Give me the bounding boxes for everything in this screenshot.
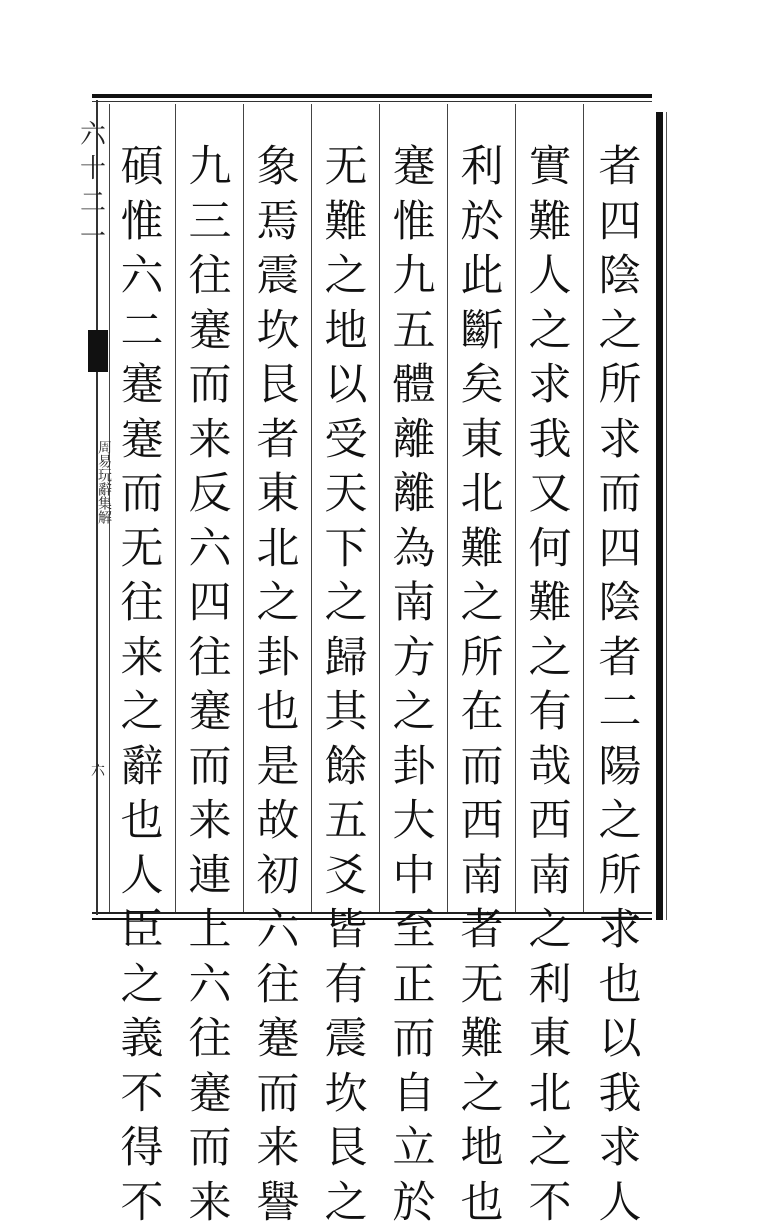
text-character: 六 — [248, 903, 308, 958]
text-character: 震 — [316, 1012, 376, 1067]
text-character: 之 — [316, 249, 376, 304]
text-character: 哉 — [520, 740, 580, 795]
text-character: 體 — [384, 358, 444, 413]
text-character: 之 — [112, 958, 172, 1013]
text-character: 陽 — [590, 740, 650, 795]
text-character: 六 — [180, 522, 240, 577]
text-character: 何 — [520, 522, 580, 577]
text-character: 義 — [112, 1012, 172, 1067]
text-character: 難 — [316, 195, 376, 250]
text-character: 難 — [520, 195, 580, 250]
text-character: 而 — [180, 1121, 240, 1176]
text-character: 在 — [452, 685, 512, 740]
text-character: 難 — [452, 522, 512, 577]
text-character: 離 — [384, 413, 444, 468]
text-character: 地 — [452, 1121, 512, 1176]
text-character: 北 — [248, 522, 308, 577]
text-character: 故 — [248, 794, 308, 849]
text-character: 艮 — [248, 358, 308, 413]
column-divider — [447, 104, 448, 912]
text-character: 方 — [384, 631, 444, 686]
top-frame-line — [92, 94, 652, 98]
text-character: 九 — [384, 249, 444, 304]
text-character: 以 — [590, 1012, 650, 1067]
text-character: 碩 — [112, 140, 172, 195]
text-character: 斷 — [452, 304, 512, 359]
text-character: 而 — [180, 358, 240, 413]
text-character: 立 — [384, 1121, 444, 1176]
column-divider — [175, 104, 176, 912]
text-character: 連 — [180, 849, 240, 904]
text-character: 矣 — [452, 358, 512, 413]
text-character: 而 — [590, 467, 650, 522]
text-character: 其 — [316, 685, 376, 740]
text-character: 也 — [112, 794, 172, 849]
text-character: 是 — [248, 740, 308, 795]
text-character: 自 — [384, 1067, 444, 1122]
text-character: 卦 — [384, 740, 444, 795]
text-character: 者 — [248, 413, 308, 468]
text-character: 為 — [384, 522, 444, 577]
text-character: 難 — [452, 1012, 512, 1067]
text-character: 上 — [180, 903, 240, 958]
text-character: 六 — [112, 249, 172, 304]
text-character: 西 — [452, 794, 512, 849]
text-character: 人 — [520, 249, 580, 304]
text-character: 北 — [520, 1067, 580, 1122]
text-character: 我 — [590, 1067, 650, 1122]
text-character: 而 — [384, 1012, 444, 1067]
text-character: 以 — [316, 358, 376, 413]
column-divider — [243, 104, 244, 912]
text-character: 之 — [590, 794, 650, 849]
text-character: 不 — [520, 1176, 580, 1230]
text-character: 受 — [316, 413, 376, 468]
text-character: 利 — [520, 958, 580, 1013]
text-character: 五 — [316, 794, 376, 849]
text-character: 三 — [180, 195, 240, 250]
text-character: 又 — [520, 467, 580, 522]
text-character: 歸 — [316, 631, 376, 686]
text-character: 六 — [180, 958, 240, 1013]
spine-marks: 六 十 二 一 — [78, 118, 108, 254]
text-character: 来 — [180, 413, 240, 468]
text-character: 来 — [180, 794, 240, 849]
text-character: 蹇 — [112, 413, 172, 468]
text-character: 蹇 — [180, 1067, 240, 1122]
text-character: 人 — [112, 849, 172, 904]
text-character: 正 — [384, 958, 444, 1013]
text-character: 辭 — [112, 740, 172, 795]
text-character: 所 — [590, 358, 650, 413]
text-character: 之 — [520, 631, 580, 686]
text-character: 也 — [248, 685, 308, 740]
text-character: 北 — [452, 467, 512, 522]
text-column-6 — [248, 140, 308, 1230]
text-character: 餘 — [316, 740, 376, 795]
column-divider — [379, 104, 380, 912]
text-character: 蹇 — [180, 304, 240, 359]
text-character: 求 — [590, 903, 650, 958]
text-character: 南 — [384, 576, 444, 631]
text-character: 天 — [316, 467, 376, 522]
right-border-bar — [656, 112, 663, 920]
text-character: 也 — [452, 1176, 512, 1230]
top-frame-thin-line — [92, 101, 652, 102]
text-column-7 — [180, 140, 240, 1230]
text-character: 焉 — [248, 195, 308, 250]
text-character: 也 — [590, 958, 650, 1013]
text-character: 坎 — [316, 1067, 376, 1122]
text-column-5 — [316, 140, 376, 1230]
text-character: 之 — [316, 1176, 376, 1230]
text-character: 震 — [248, 249, 308, 304]
text-character: 譽 — [248, 1176, 308, 1230]
text-character: 陰 — [590, 249, 650, 304]
text-character: 往 — [180, 1012, 240, 1067]
text-character: 之 — [384, 685, 444, 740]
text-character: 東 — [248, 467, 308, 522]
text-character: 无 — [316, 140, 376, 195]
text-character: 蹇 — [384, 140, 444, 195]
text-character: 惟 — [384, 195, 444, 250]
text-character: 此 — [452, 249, 512, 304]
text-character: 之 — [248, 576, 308, 631]
text-character: 往 — [180, 631, 240, 686]
text-character: 象 — [248, 140, 308, 195]
text-character: 之 — [520, 304, 580, 359]
text-character: 實 — [520, 140, 580, 195]
text-character: 而 — [112, 467, 172, 522]
text-character: 大 — [384, 794, 444, 849]
text-character: 来 — [248, 1121, 308, 1176]
text-character: 卦 — [248, 631, 308, 686]
text-character: 地 — [316, 304, 376, 359]
text-character: 不 — [112, 1176, 172, 1230]
right-border-thin — [666, 112, 667, 920]
text-character: 二 — [112, 304, 172, 359]
spine-black-block — [88, 330, 108, 372]
text-character: 所 — [452, 631, 512, 686]
text-character: 陰 — [590, 576, 650, 631]
text-column-8 — [112, 140, 172, 1230]
text-character: 艮 — [316, 1121, 376, 1176]
text-character: 有 — [520, 685, 580, 740]
column-divider — [515, 104, 516, 912]
text-character: 而 — [180, 740, 240, 795]
text-character: 皆 — [316, 903, 376, 958]
text-character: 者 — [452, 903, 512, 958]
column-divider — [583, 104, 584, 912]
text-character: 之 — [520, 903, 580, 958]
text-character: 難 — [520, 576, 580, 631]
text-character: 来 — [180, 1176, 240, 1230]
text-character: 而 — [452, 740, 512, 795]
text-character: 初 — [248, 849, 308, 904]
text-character: 蹇 — [112, 358, 172, 413]
text-character: 四 — [590, 522, 650, 577]
text-character: 四 — [590, 195, 650, 250]
text-character: 利 — [452, 140, 512, 195]
text-character: 惟 — [112, 195, 172, 250]
text-character: 求 — [520, 358, 580, 413]
text-column-1 — [590, 140, 650, 1230]
text-character: 之 — [316, 576, 376, 631]
text-character: 之 — [520, 1121, 580, 1176]
text-character: 至 — [384, 903, 444, 958]
text-character: 所 — [590, 849, 650, 904]
text-character: 坎 — [248, 304, 308, 359]
text-character: 五 — [384, 304, 444, 359]
text-column-2 — [520, 140, 580, 1230]
text-character: 於 — [452, 195, 512, 250]
text-character: 求 — [590, 413, 650, 468]
text-character: 者 — [590, 140, 650, 195]
text-character: 得 — [112, 1121, 172, 1176]
text-character: 蹇 — [248, 1012, 308, 1067]
column-divider — [311, 104, 312, 912]
text-character: 離 — [384, 467, 444, 522]
text-character: 東 — [452, 413, 512, 468]
text-character: 西 — [520, 794, 580, 849]
text-character: 之 — [590, 304, 650, 359]
text-column-4 — [384, 140, 444, 1230]
text-character: 南 — [520, 849, 580, 904]
text-character: 於 — [384, 1176, 444, 1230]
text-character: 之 — [112, 685, 172, 740]
text-character: 者 — [590, 631, 650, 686]
text-column-3 — [452, 140, 512, 1230]
text-character: 无 — [112, 522, 172, 577]
text-character: 有 — [316, 958, 376, 1013]
text-character: 下 — [316, 522, 376, 577]
text-character: 求 — [590, 1121, 650, 1176]
text-character: 之 — [452, 576, 512, 631]
spine-book-title: 周易玩辭集解 — [82, 440, 112, 524]
text-character: 臣 — [112, 903, 172, 958]
text-character: 中 — [384, 849, 444, 904]
spine-page-number: 六 — [86, 760, 110, 780]
text-character: 二 — [590, 685, 650, 740]
text-character: 爻 — [316, 849, 376, 904]
text-character: 南 — [452, 849, 512, 904]
text-character: 往 — [248, 958, 308, 1013]
text-character: 往 — [180, 249, 240, 304]
text-character: 而 — [248, 1067, 308, 1122]
text-character: 東 — [520, 1012, 580, 1067]
text-character: 四 — [180, 576, 240, 631]
text-character: 九 — [180, 140, 240, 195]
text-character: 人 — [590, 1176, 650, 1230]
text-character: 无 — [452, 958, 512, 1013]
text-character: 之 — [452, 1067, 512, 1122]
text-character: 我 — [520, 413, 580, 468]
text-character: 反 — [180, 467, 240, 522]
text-character: 往 — [112, 576, 172, 631]
text-character: 蹇 — [180, 685, 240, 740]
text-character: 来 — [112, 631, 172, 686]
text-character: 不 — [112, 1067, 172, 1122]
